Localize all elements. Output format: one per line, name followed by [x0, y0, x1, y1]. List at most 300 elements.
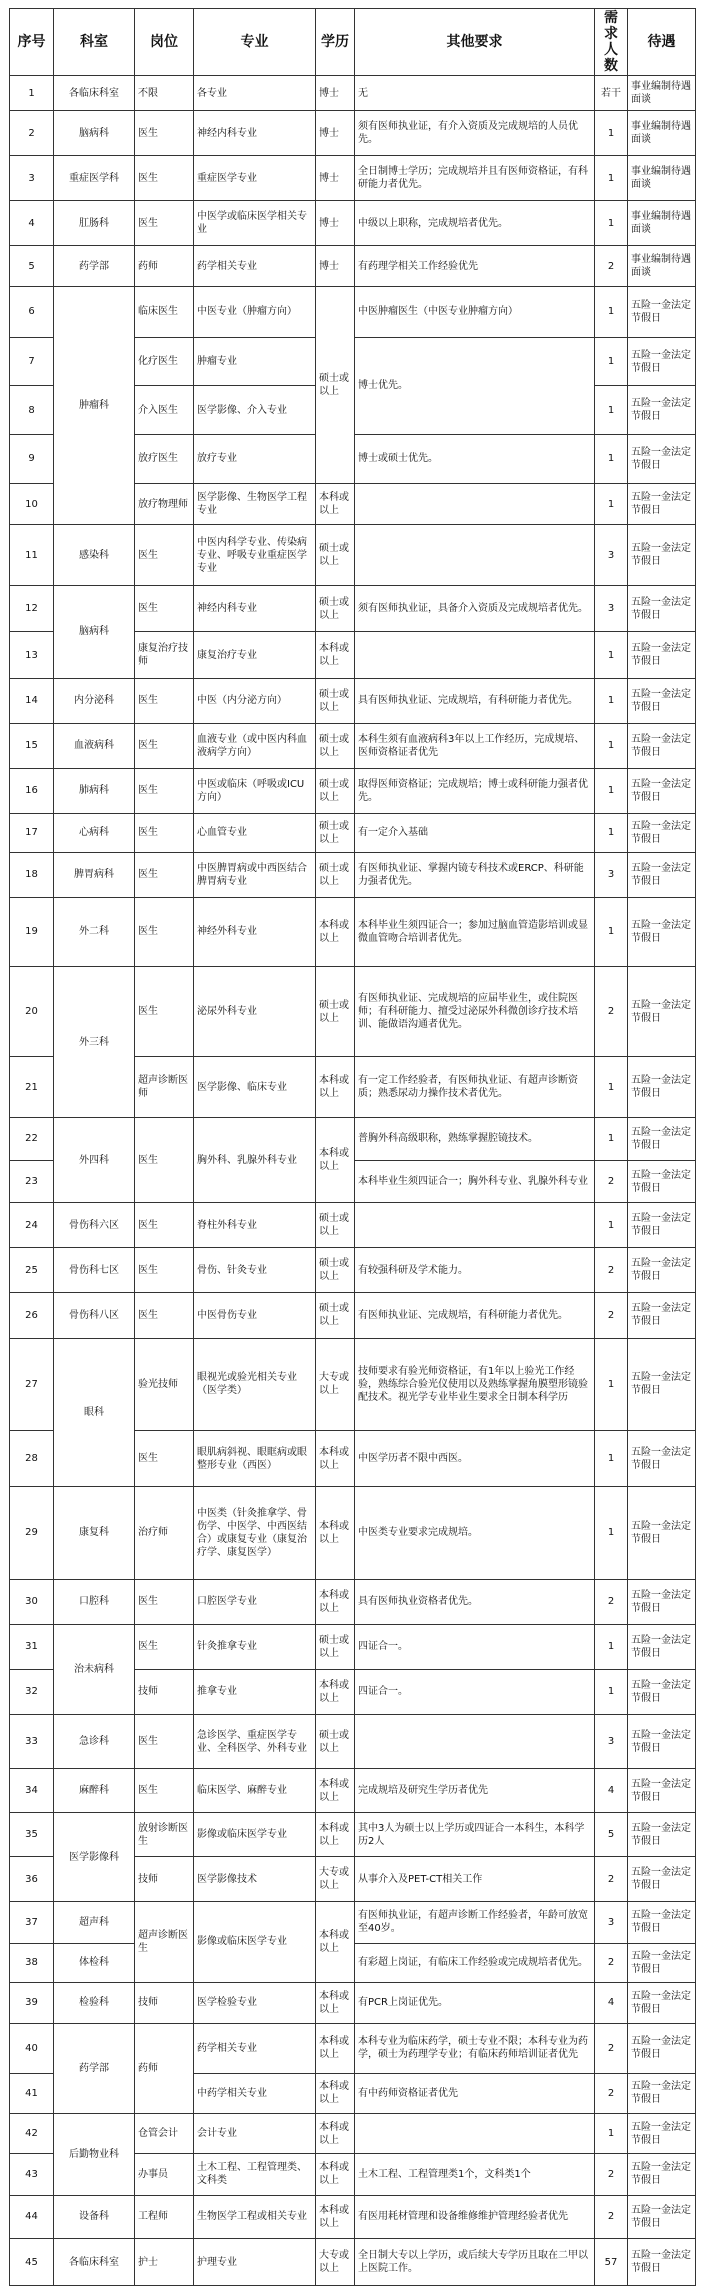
cell-position: 医生 [135, 678, 194, 723]
cell-requirements: 其中3人为硕士以上学历或四证合一本科生，本科学历2人 [355, 1813, 595, 1857]
cell-requirements: 技师要求有验光师资格证，有1年以上验光工作经验，熟练综合验光仪使用以及熟练掌握角膜塑形镜验配技术。视光学专业毕业生要求全日制本科学历 [355, 1338, 595, 1431]
cell-no: 1 [10, 76, 54, 111]
cell-benefits: 五险一金法定节假日 [628, 813, 696, 852]
cell-education: 博士 [316, 201, 355, 246]
cell-requirements: 博士或硕士优先。 [355, 435, 595, 484]
cell-headcount: 2 [595, 1293, 628, 1338]
cell-benefits: 五险一金法定节假日 [628, 1431, 696, 1487]
cell-requirements: 有医师执业证、完成规培，有科研能力者优先。 [355, 1293, 595, 1338]
cell-department: 治未病科 [54, 1624, 135, 1714]
table-row [10, 1769, 696, 1813]
cell-position: 医生 [135, 813, 194, 852]
cell-position: 临床医生 [135, 286, 194, 337]
cell-education: 本科或以上 [316, 2114, 355, 2154]
cell-position: 医生 [135, 1248, 194, 1293]
cell-education: 本科或以上 [316, 2073, 355, 2113]
cell-headcount: 1 [595, 1431, 628, 1487]
cell-benefits: 事业编制待遇面谈 [628, 76, 696, 111]
cell-major: 医学影像技术 [194, 1857, 316, 1902]
table-row [10, 76, 696, 111]
table-row [10, 1579, 696, 1624]
cell-headcount: 2 [595, 2073, 628, 2113]
cell-requirements: 有中药师资格证者优先 [355, 2073, 595, 2113]
cell-education: 硕士或以上 [316, 813, 355, 852]
header-benefits: 待遇 [628, 9, 696, 76]
cell-education: 本科或以上 [316, 483, 355, 524]
cell-benefits: 五险一金法定节假日 [628, 586, 696, 632]
cell-requirements: 有医师执业证，有超声诊断工作经验者，年龄可放宽至40岁。 [355, 1902, 595, 1943]
cell-department: 急诊科 [54, 1714, 135, 1769]
cell-requirements: 本科毕业生须四证合一；参加过脑血管造影培训或显微血管吻合培训者优先。 [355, 897, 595, 966]
cell-major: 神经外科专业 [194, 897, 316, 966]
cell-major: 胸外科、乳腺外科专业 [194, 1118, 316, 1203]
cell-benefits: 五险一金法定节假日 [628, 1769, 696, 1813]
cell-no: 45 [10, 2239, 54, 2286]
cell-headcount: 1 [595, 897, 628, 966]
cell-position: 工程师 [135, 2195, 194, 2239]
cell-major: 医学影像、临床专业 [194, 1057, 316, 1118]
cell-benefits: 五险一金法定节假日 [628, 483, 696, 524]
cell-no: 25 [10, 1248, 54, 1293]
cell-education: 硕士或以上 [316, 586, 355, 632]
cell-department: 麻醉科 [54, 1769, 135, 1813]
cell-department: 检验科 [54, 1982, 135, 2023]
cell-major: 血液专业（或中医内科血液病学方向） [194, 723, 316, 768]
cell-major: 口腔医学专业 [194, 1579, 316, 1624]
cell-position: 药师 [135, 246, 194, 286]
cell-requirements: 有PCR上岗证优先。 [355, 1982, 595, 2023]
cell-position: 超声诊断医生 [135, 1902, 194, 1982]
cell-position: 放疗物理师 [135, 483, 194, 524]
cell-no: 30 [10, 1579, 54, 1624]
cell-position: 化疗医生 [135, 337, 194, 386]
cell-requirements: 四证合一。 [355, 1669, 595, 1714]
recruitment-table [9, 8, 696, 2286]
cell-requirements: 全日制大专以上学历，或后续大专学历且取在二甲以上医院工作。 [355, 2239, 595, 2286]
cell-headcount: 1 [595, 1338, 628, 1431]
cell-position: 医生 [135, 525, 194, 586]
cell-headcount: 2 [595, 246, 628, 286]
table-row [10, 1118, 696, 1161]
cell-major: 中医学或临床医学相关专业 [194, 201, 316, 246]
cell-education: 本科或以上 [316, 1982, 355, 2023]
cell-benefits: 五险一金法定节假日 [628, 1338, 696, 1431]
cell-education: 本科或以上 [316, 2023, 355, 2073]
cell-position: 医生 [135, 1769, 194, 1813]
cell-benefits: 五险一金法定节假日 [628, 2023, 696, 2073]
cell-major: 医学影像、介入专业 [194, 386, 316, 435]
cell-benefits: 五险一金法定节假日 [628, 768, 696, 813]
cell-headcount: 1 [595, 386, 628, 435]
cell-headcount: 1 [595, 723, 628, 768]
cell-education: 博士 [316, 111, 355, 156]
cell-headcount: 5 [595, 1813, 628, 1857]
cell-position: 介入医生 [135, 386, 194, 435]
cell-position: 康复治疗技师 [135, 632, 194, 678]
cell-headcount: 2 [595, 1579, 628, 1624]
cell-department: 感染科 [54, 525, 135, 586]
cell-no: 8 [10, 386, 54, 435]
cell-no: 28 [10, 1431, 54, 1487]
cell-major: 泌尿外科专业 [194, 967, 316, 1057]
cell-department: 重症医学科 [54, 156, 135, 201]
cell-department: 骨伤科七区 [54, 1248, 135, 1293]
header-position: 岗位 [135, 9, 194, 76]
cell-position: 医生 [135, 967, 194, 1057]
cell-requirements: 须有医师执业证，具备介入资质及完成规培者优先。 [355, 586, 595, 632]
cell-headcount: 3 [595, 852, 628, 897]
cell-position: 技师 [135, 1669, 194, 1714]
cell-headcount: 57 [595, 2239, 628, 2286]
table-row [10, 2114, 696, 2154]
cell-requirements: 有较强科研及学术能力。 [355, 1248, 595, 1293]
cell-department: 各临床科室 [54, 2239, 135, 2286]
cell-no: 33 [10, 1714, 54, 1769]
cell-headcount: 1 [595, 768, 628, 813]
cell-benefits: 五险一金法定节假日 [628, 435, 696, 484]
cell-no: 34 [10, 1769, 54, 1813]
cell-requirements [355, 483, 595, 524]
cell-department: 心病科 [54, 813, 135, 852]
cell-no: 12 [10, 586, 54, 632]
cell-headcount: 1 [595, 337, 628, 386]
cell-department: 各临床科室 [54, 76, 135, 111]
cell-position: 医生 [135, 201, 194, 246]
cell-major: 中医专业（肿瘤方向） [194, 286, 316, 337]
cell-benefits: 五险一金法定节假日 [628, 852, 696, 897]
cell-benefits: 五险一金法定节假日 [628, 1902, 696, 1943]
cell-department: 口腔科 [54, 1579, 135, 1624]
cell-benefits: 五险一金法定节假日 [628, 723, 696, 768]
cell-position: 药师 [135, 2023, 194, 2113]
cell-headcount: 1 [595, 1057, 628, 1118]
cell-requirements: 全日制博士学历；完成规培并且有医师资格证，有科研能力者优先。 [355, 156, 595, 201]
cell-benefits: 五险一金法定节假日 [628, 1057, 696, 1118]
table-body [10, 76, 696, 2286]
cell-department: 脑病科 [54, 111, 135, 156]
cell-no: 23 [10, 1160, 54, 1203]
cell-department: 药学部 [54, 2023, 135, 2113]
table-row [10, 2023, 696, 2073]
cell-no: 15 [10, 723, 54, 768]
cell-department: 外二科 [54, 897, 135, 966]
cell-position: 治疗师 [135, 1487, 194, 1580]
cell-major: 康复治疗专业 [194, 632, 316, 678]
cell-education: 本科或以上 [316, 1769, 355, 1813]
cell-requirements [355, 2114, 595, 2154]
cell-no: 13 [10, 632, 54, 678]
cell-position: 超声诊断医师 [135, 1057, 194, 1118]
cell-department: 眼科 [54, 1338, 135, 1487]
header-row [10, 9, 696, 76]
cell-education: 硕士或以上 [316, 768, 355, 813]
cell-education: 硕士或以上 [316, 1293, 355, 1338]
table-row [10, 246, 696, 286]
cell-no: 39 [10, 1982, 54, 2023]
cell-no: 10 [10, 483, 54, 524]
cell-no: 4 [10, 201, 54, 246]
cell-requirements: 具有医师执业资格者优先。 [355, 1579, 595, 1624]
cell-position: 医生 [135, 852, 194, 897]
cell-benefits: 五险一金法定节假日 [628, 1982, 696, 2023]
table-row [10, 813, 696, 852]
cell-education: 博士 [316, 156, 355, 201]
cell-education: 本科或以上 [316, 2154, 355, 2195]
cell-benefits: 五险一金法定节假日 [628, 1669, 696, 1714]
cell-no: 44 [10, 2195, 54, 2239]
cell-education: 硕士或以上 [316, 525, 355, 586]
cell-department: 骨伤科八区 [54, 1293, 135, 1338]
cell-headcount: 若干 [595, 76, 628, 111]
cell-no: 14 [10, 678, 54, 723]
cell-department: 医学影像科 [54, 1813, 135, 1902]
cell-benefits: 五险一金法定节假日 [628, 1714, 696, 1769]
cell-major: 中医内科学专业、传染病专业、呼吸专业重症医学专业 [194, 525, 316, 586]
cell-no: 42 [10, 2114, 54, 2154]
cell-benefits: 五险一金法定节假日 [628, 337, 696, 386]
cell-benefits: 五险一金法定节假日 [628, 1813, 696, 1857]
cell-major: 骨伤、针灸专业 [194, 1248, 316, 1293]
cell-major: 推拿专业 [194, 1669, 316, 1714]
cell-benefits: 五险一金法定节假日 [628, 1857, 696, 1902]
cell-department: 康复科 [54, 1487, 135, 1580]
cell-requirements: 中医肿瘤医生（中医专业肿瘤方向） [355, 286, 595, 337]
cell-requirements: 有彩超上岗证，有临床工作经验或完成规培者优先。 [355, 1943, 595, 1982]
header-requirements: 其他要求 [355, 9, 595, 76]
cell-benefits: 五险一金法定节假日 [628, 286, 696, 337]
cell-no: 11 [10, 525, 54, 586]
cell-benefits: 五险一金法定节假日 [628, 1248, 696, 1293]
cell-benefits: 五险一金法定节假日 [628, 386, 696, 435]
cell-no: 5 [10, 246, 54, 286]
cell-requirements: 须有医师执业证，有介入资质及完成规培的人员优先。 [355, 111, 595, 156]
table-row [10, 1714, 696, 1769]
table-row [10, 897, 696, 966]
cell-requirements [355, 1203, 595, 1248]
cell-no: 38 [10, 1943, 54, 1982]
cell-headcount: 1 [595, 1487, 628, 1580]
cell-major: 药学相关专业 [194, 246, 316, 286]
cell-education: 本科或以上 [316, 1057, 355, 1118]
cell-major: 各专业 [194, 76, 316, 111]
cell-position: 不限 [135, 76, 194, 111]
cell-position: 医生 [135, 897, 194, 966]
table-row [10, 2239, 696, 2286]
cell-education: 博士 [316, 76, 355, 111]
cell-headcount: 1 [595, 1669, 628, 1714]
cell-major: 眼肌病斜视、眼眶病或眼整形专业（西医） [194, 1431, 316, 1487]
cell-headcount: 3 [595, 1902, 628, 1943]
cell-requirements: 有药理学相关工作经验优先 [355, 246, 595, 286]
cell-headcount: 1 [595, 111, 628, 156]
cell-major: 医学影像、生物医学工程专业 [194, 483, 316, 524]
cell-no: 3 [10, 156, 54, 201]
cell-benefits: 五险一金法定节假日 [628, 897, 696, 966]
cell-headcount: 1 [595, 201, 628, 246]
cell-major: 放疗专业 [194, 435, 316, 484]
cell-education: 本科或以上 [316, 632, 355, 678]
cell-major: 脊柱外科专业 [194, 1203, 316, 1248]
cell-education: 本科或以上 [316, 1431, 355, 1487]
cell-education: 本科或以上 [316, 1813, 355, 1857]
cell-headcount: 1 [595, 483, 628, 524]
cell-no: 20 [10, 967, 54, 1057]
cell-position: 医生 [135, 1203, 194, 1248]
cell-department: 外四科 [54, 1118, 135, 1203]
cell-headcount: 2 [595, 1857, 628, 1902]
cell-requirements: 取得医师资格证；完成规培；博士或科研能力强者优先。 [355, 768, 595, 813]
cell-education: 硕士或以上 [316, 723, 355, 768]
cell-headcount: 1 [595, 1203, 628, 1248]
cell-department: 肿瘤科 [54, 286, 135, 525]
cell-benefits: 五险一金法定节假日 [628, 678, 696, 723]
cell-requirements: 有医师执业证、掌握内镜专科技术或ERCP、科研能力强者优先。 [355, 852, 595, 897]
cell-no: 26 [10, 1293, 54, 1338]
cell-major: 会计专业 [194, 2114, 316, 2154]
cell-no: 9 [10, 435, 54, 484]
cell-headcount: 1 [595, 813, 628, 852]
cell-department: 药学部 [54, 246, 135, 286]
cell-education: 本科或以上 [316, 1669, 355, 1714]
table-row [10, 1293, 696, 1338]
cell-requirements: 土木工程、工程管理类1个，文科类1个 [355, 2154, 595, 2195]
cell-department: 体检科 [54, 1943, 135, 1982]
cell-education: 硕士或以上 [316, 678, 355, 723]
cell-requirements: 中医类专业要求完成规培。 [355, 1487, 595, 1580]
cell-headcount: 1 [595, 1118, 628, 1161]
cell-benefits: 事业编制待遇面谈 [628, 246, 696, 286]
cell-benefits: 五险一金法定节假日 [628, 632, 696, 678]
cell-headcount: 4 [595, 1982, 628, 2023]
cell-department: 后勤物业科 [54, 2114, 135, 2196]
cell-education: 硕士或以上 [316, 286, 355, 483]
table-row [10, 1813, 696, 1857]
cell-no: 21 [10, 1057, 54, 1118]
cell-requirements: 中级以上职称，完成规培者优先。 [355, 201, 595, 246]
cell-education: 本科或以上 [316, 1902, 355, 1982]
cell-headcount: 1 [595, 678, 628, 723]
cell-position: 护士 [135, 2239, 194, 2286]
cell-requirements: 普胸外科高级职称，熟练掌握腔镜技术。 [355, 1118, 595, 1161]
cell-no: 2 [10, 111, 54, 156]
cell-requirements: 有医用耗材管理和设备维修维护管理经验者优先 [355, 2195, 595, 2239]
table-row [10, 2195, 696, 2239]
table-row [10, 1203, 696, 1248]
table-row [10, 1487, 696, 1580]
cell-benefits: 五险一金法定节假日 [628, 2073, 696, 2113]
table-row [10, 201, 696, 246]
cell-no: 24 [10, 1203, 54, 1248]
cell-position: 医生 [135, 1624, 194, 1669]
cell-headcount: 1 [595, 435, 628, 484]
cell-requirements: 本科生须有血液病科3年以上工作经历，完成规培、医师资格证者优先 [355, 723, 595, 768]
cell-major: 中医骨伤专业 [194, 1293, 316, 1338]
table-header [10, 9, 696, 76]
cell-major: 临床医学、麻醉专业 [194, 1769, 316, 1813]
cell-headcount: 2 [595, 2023, 628, 2073]
cell-education: 大专或以上 [316, 1857, 355, 1902]
cell-department: 内分泌科 [54, 678, 135, 723]
header-department: 科室 [54, 9, 135, 76]
cell-headcount: 1 [595, 1624, 628, 1669]
table-row [10, 156, 696, 201]
cell-education: 硕士或以上 [316, 1714, 355, 1769]
cell-major: 心血管专业 [194, 813, 316, 852]
cell-position: 医生 [135, 723, 194, 768]
cell-department: 超声科 [54, 1902, 135, 1943]
cell-benefits: 五险一金法定节假日 [628, 1579, 696, 1624]
cell-benefits: 五险一金法定节假日 [628, 967, 696, 1057]
header-headcount: 需求人数 [595, 9, 628, 76]
cell-no: 19 [10, 897, 54, 966]
cell-major: 针灸推拿专业 [194, 1624, 316, 1669]
cell-headcount: 2 [595, 2195, 628, 2239]
cell-no: 40 [10, 2023, 54, 2073]
cell-education: 本科或以上 [316, 1487, 355, 1580]
cell-major: 中医（内分泌方向） [194, 678, 316, 723]
cell-position: 医生 [135, 111, 194, 156]
cell-position: 医生 [135, 1118, 194, 1203]
cell-position: 医生 [135, 768, 194, 813]
cell-department: 脾胃病科 [54, 852, 135, 897]
cell-headcount: 3 [595, 586, 628, 632]
cell-education: 硕士或以上 [316, 1624, 355, 1669]
table-row [10, 1902, 696, 1943]
cell-position: 放疗医生 [135, 435, 194, 484]
cell-major: 护理专业 [194, 2239, 316, 2286]
cell-headcount: 3 [595, 525, 628, 586]
cell-benefits: 事业编制待遇面谈 [628, 156, 696, 201]
cell-education: 本科或以上 [316, 1118, 355, 1203]
cell-requirements [355, 525, 595, 586]
cell-headcount: 2 [595, 1943, 628, 1982]
cell-no: 29 [10, 1487, 54, 1580]
cell-benefits: 五险一金法定节假日 [628, 2154, 696, 2195]
cell-requirements: 完成规培及研究生学历者优先 [355, 1769, 595, 1813]
cell-major: 中医类（针灸推拿学、骨伤学、中医学、中西医结合）或康复专业（康复治疗学、康复医学） [194, 1487, 316, 1580]
cell-position: 医生 [135, 1714, 194, 1769]
cell-no: 35 [10, 1813, 54, 1857]
cell-major: 生物医学工程或相关专业 [194, 2195, 316, 2239]
cell-major: 中医或临床（呼吸或ICU方向） [194, 768, 316, 813]
cell-requirements: 中医学历者不限中西医。 [355, 1431, 595, 1487]
cell-major: 神经内科专业 [194, 586, 316, 632]
cell-position: 仓管会计 [135, 2114, 194, 2154]
cell-department: 脑病科 [54, 586, 135, 679]
cell-requirements: 四证合一。 [355, 1624, 595, 1669]
table-row [10, 678, 696, 723]
cell-position: 医生 [135, 1293, 194, 1338]
cell-major: 肿瘤专业 [194, 337, 316, 386]
cell-major: 医学检验专业 [194, 1982, 316, 2023]
cell-education: 硕士或以上 [316, 1203, 355, 1248]
cell-headcount: 1 [595, 632, 628, 678]
cell-requirements: 博士优先。 [355, 337, 595, 434]
cell-education: 硕士或以上 [316, 852, 355, 897]
cell-no: 22 [10, 1118, 54, 1161]
cell-education: 硕士或以上 [316, 967, 355, 1057]
cell-major: 急诊医学、重症医学专业、全科医学、外科专业 [194, 1714, 316, 1769]
cell-major: 药学相关专业 [194, 2023, 316, 2073]
cell-education: 硕士或以上 [316, 1248, 355, 1293]
cell-department: 骨伤科六区 [54, 1203, 135, 1248]
cell-benefits: 事业编制待遇面谈 [628, 201, 696, 246]
cell-requirements [355, 1714, 595, 1769]
cell-benefits: 五险一金法定节假日 [628, 1160, 696, 1203]
cell-major: 影像或临床医学专业 [194, 1902, 316, 1982]
cell-no: 36 [10, 1857, 54, 1902]
cell-position: 医生 [135, 156, 194, 201]
